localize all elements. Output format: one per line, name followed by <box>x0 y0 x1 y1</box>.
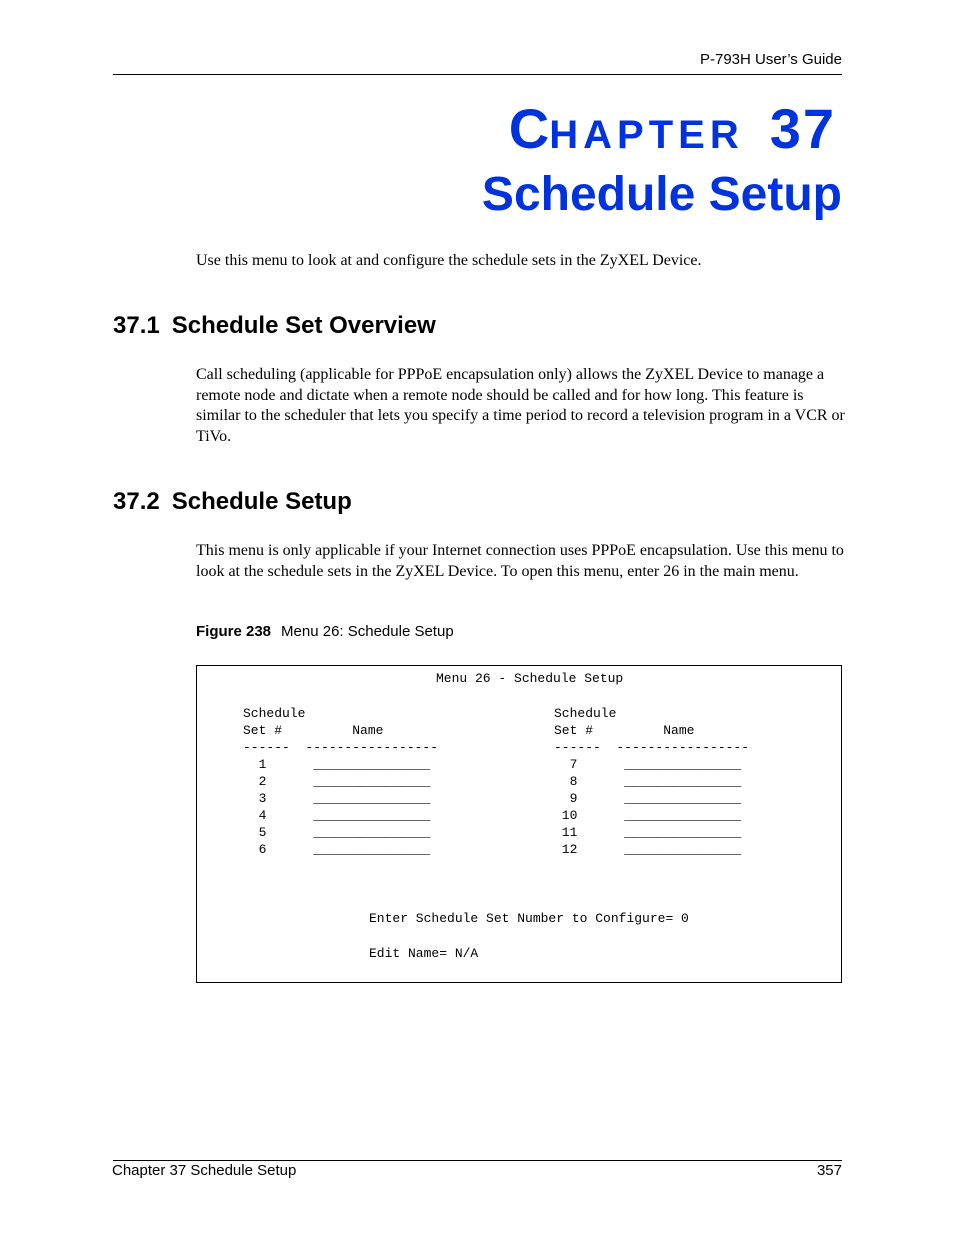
right-column-header-2: Set # Name <box>554 723 695 738</box>
section-1-paragraph: Call scheduling (applicable for PPPoE encapsulation only) allows the ZyXEL Device to manage a remote node and dictate when a remote node should be called and for how long. This feature is similar to the scheduler that lets you specify a time period to record a television program in a VCR or TiVo. <box>196 366 845 445</box>
schedule-set-row[interactable]: 3 _______________ <box>243 791 431 806</box>
schedule-set-row[interactable]: 8 _______________ <box>554 774 742 789</box>
figure-label: Figure 238 <box>196 623 272 640</box>
page-number: 357 <box>816 1162 842 1179</box>
schedule-set-row[interactable]: 12 _______________ <box>554 842 742 857</box>
figure-caption <box>196 623 454 640</box>
left-column-separator: ------ ----------------- <box>243 740 439 755</box>
section-heading-1 <box>113 312 436 340</box>
footer-chapter-label: Chapter 37 Schedule Setup <box>112 1162 297 1179</box>
schedule-set-row[interactable]: 10 _______________ <box>554 808 742 823</box>
intro-paragraph: Use this menu to look at and configure the schedule sets in the ZyXEL Device. <box>196 252 702 269</box>
header-rule <box>113 74 842 75</box>
schedule-set-row[interactable]: 6 _______________ <box>243 842 431 857</box>
schedule-set-row[interactable]: 5 _______________ <box>243 825 431 840</box>
chapter-word-rest: HAPTER <box>549 113 744 157</box>
footer-rule <box>113 1160 842 1161</box>
section-number: 37.2 <box>113 488 160 515</box>
terminal-screen <box>196 665 842 983</box>
schedule-set-row[interactable]: 9 _______________ <box>554 791 742 806</box>
chapter-word-initial: C <box>508 97 550 160</box>
section-2-paragraph: This menu is only applicable if your Internet connection uses PPPoE encapsulation. Use this menu to look at the schedule sets in the ZyXEL Device. To open this menu, enter 26 in the main menu. <box>196 542 844 580</box>
schedule-set-row[interactable]: 1 _______________ <box>243 757 431 772</box>
menu-title: Menu 26 - Schedule Setup <box>436 671 624 686</box>
right-column-header-1: Schedule <box>554 706 617 721</box>
running-header-title: P-793H User’s Guide <box>699 51 842 68</box>
section-title: Schedule Set Overview <box>171 312 436 339</box>
figure-caption-text: Menu 26: Schedule Setup <box>281 623 454 640</box>
schedule-set-row[interactable]: 11 _______________ <box>554 825 742 840</box>
left-column-header-2: Set # Name <box>243 723 384 738</box>
configure-prompt-field[interactable]: Enter Schedule Set Number to Configure= 0 <box>369 911 689 926</box>
right-column-separator: ------ ----------------- <box>554 740 750 755</box>
section-heading-2 <box>113 488 352 516</box>
schedule-set-row[interactable]: 2 _______________ <box>243 774 431 789</box>
section-number: 37.1 <box>113 312 160 339</box>
left-column-header-1: Schedule <box>243 706 306 721</box>
chapter-heading <box>509 96 836 161</box>
edit-name-field[interactable]: Edit Name= N/A <box>369 946 479 961</box>
chapter-number: 37 <box>769 97 836 160</box>
chapter-title: Schedule Setup <box>481 168 842 221</box>
schedule-set-row[interactable]: 4 _______________ <box>243 808 431 823</box>
section-title: Schedule Setup <box>171 488 352 515</box>
schedule-set-row[interactable]: 7 _______________ <box>554 757 742 772</box>
